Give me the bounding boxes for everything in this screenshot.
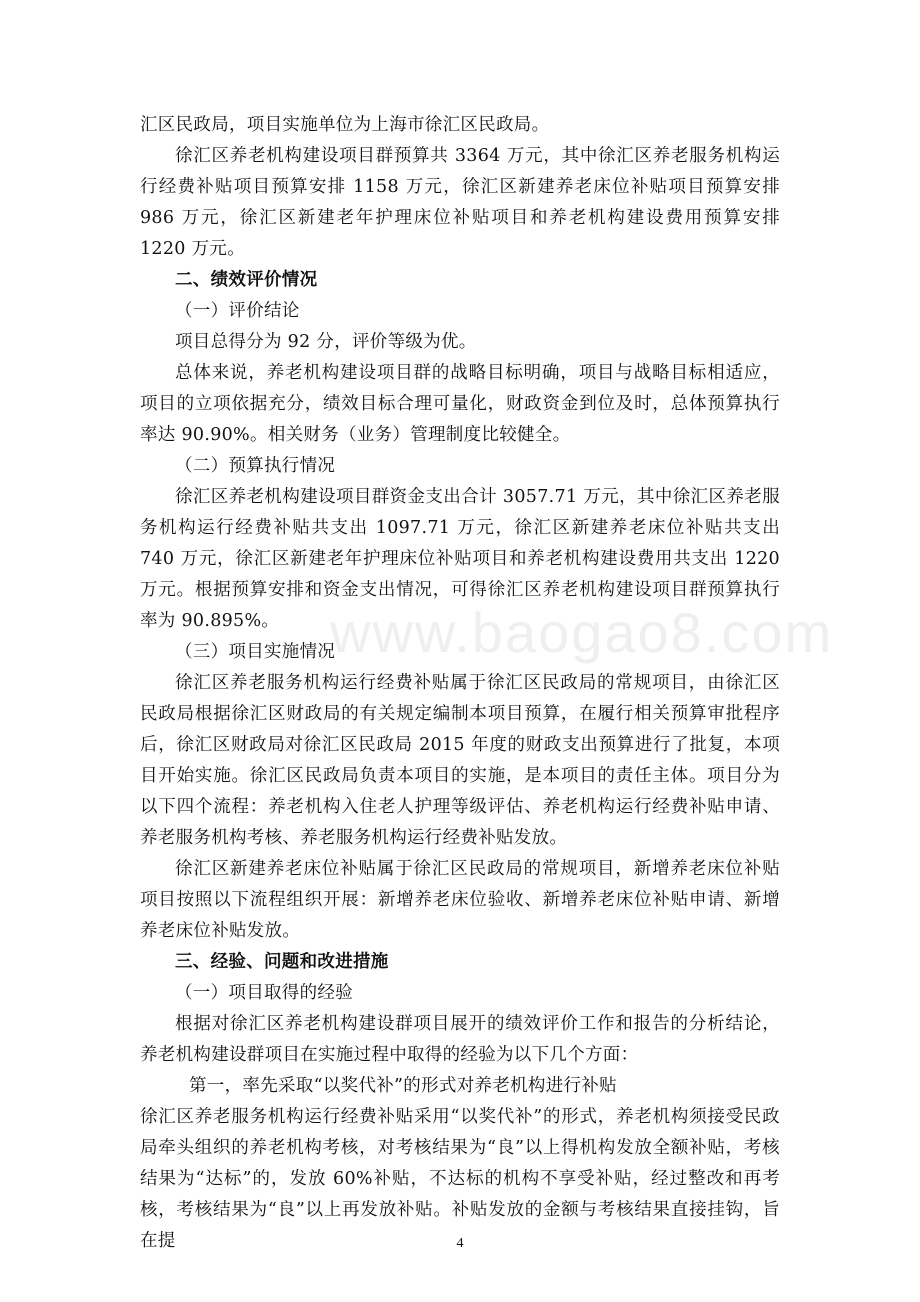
paragraph-overall: 总体来说，养老机构建设项目群的战略目标明确，项目与战略目标相适应，项目的立项依据充分，绩效目标合理可量化，财政资金到位及时，总体预算执行率达 90.90%。相关财务（业务）管理制度比较健全。: [140, 363, 780, 445]
body-text: [140, 110, 780, 1257]
paragraph-budget: 徐汇区养老机构建设项目群预算共 3364 万元，其中徐汇区养老服务机构运行经费补贴项目预算安排 1158 万元，徐汇区新建养老床位补贴项目预算安排 986 万元，徐汇区新建老年护理床位补贴项目和养老机构建设费用预算安排 1220 万元。: [140, 146, 780, 259]
subheading-experience: （一）项目取得的经验: [175, 983, 353, 1003]
subheading-project-implementation: （三）项目实施情况: [175, 642, 336, 662]
paragraph-expenditure: 徐汇区养老机构建设项目群资金支出合计 3057.71 万元，其中徐汇区养老服务机构运行经费补贴共支出 1097.71 万元，徐汇区新建养老床位补贴共支出 740 万元，徐汇区新建老年护理床位补贴项目和养老机构建设费用共支出 1220 万元。根据预算安排和资金支出情况，可得徐汇区养老机构建设项目群预算执行率为 90.895%。: [140, 487, 780, 631]
paragraph-experience-intro: 根据对徐汇区养老机构建设群项目展开的绩效评价工作和报告的分析结论，养老机构建设群项目在实施过程中取得的经验为以下几个方面：: [140, 1014, 780, 1065]
paragraph-operating-subsidy: 徐汇区养老服务机构运行经费补贴属于徐汇区民政局的常规项目，由徐汇区民政局根据徐汇区财政局的有关规定编制本项目预算，在履行相关预算审批程序后，徐汇区财政局对徐汇区民政局 2015 年度的财政支出预算进行了批复，本项目开始实施。徐汇区民政局负责本项目的实施，是本项目的责任主体。项目分为以下四个流程：养老机构入住老人护理等级评估、养老机构运行经费补贴申请、养老服务机构考核、养老服务机构运行经费补贴发放。: [140, 673, 780, 848]
point-first: 第一，率先采取“以奖代补”的形式对养老机构进行补贴: [189, 1076, 617, 1096]
paragraph-score: 项目总得分为 92 分，评价等级为优。: [175, 332, 477, 352]
watermark: www.baogao8.com: [330, 601, 834, 664]
section-heading-2: 二、绩效评价情况: [175, 270, 318, 290]
subheading-evaluation-conclusion: （一）评价结论: [175, 301, 300, 321]
subheading-budget-execution: （二）预算执行情况: [175, 456, 336, 476]
page-number: 4: [456, 1236, 464, 1251]
paragraph-continuation: 汇区民政局，项目实施单位为上海市徐汇区民政局。: [140, 115, 550, 135]
section-heading-3: 三、经验、问题和改进措施: [175, 952, 389, 972]
paragraph-reward-subsidy: 徐汇区养老服务机构运行经费补贴采用“以奖代补”的形式，养老机构须接受民政局牵头组织的养老机构考核，对考核结果为“良”以上得机构发放全额补贴，考核结果为“达标”的，发放 60%补贴，不达标的机构不享受补贴，经过整改和再考核，考核结果为“良”以上再发放补贴。补贴发放的金额与考核结果直接挂钩，旨在提: [140, 1107, 780, 1251]
paragraph-bed-subsidy: 徐汇区新建养老床位补贴属于徐汇区民政局的常规项目，新增养老床位补贴项目按照以下流程组织开展：新增养老床位验收、新增养老床位补贴申请、新增养老床位补贴发放。: [140, 859, 780, 941]
